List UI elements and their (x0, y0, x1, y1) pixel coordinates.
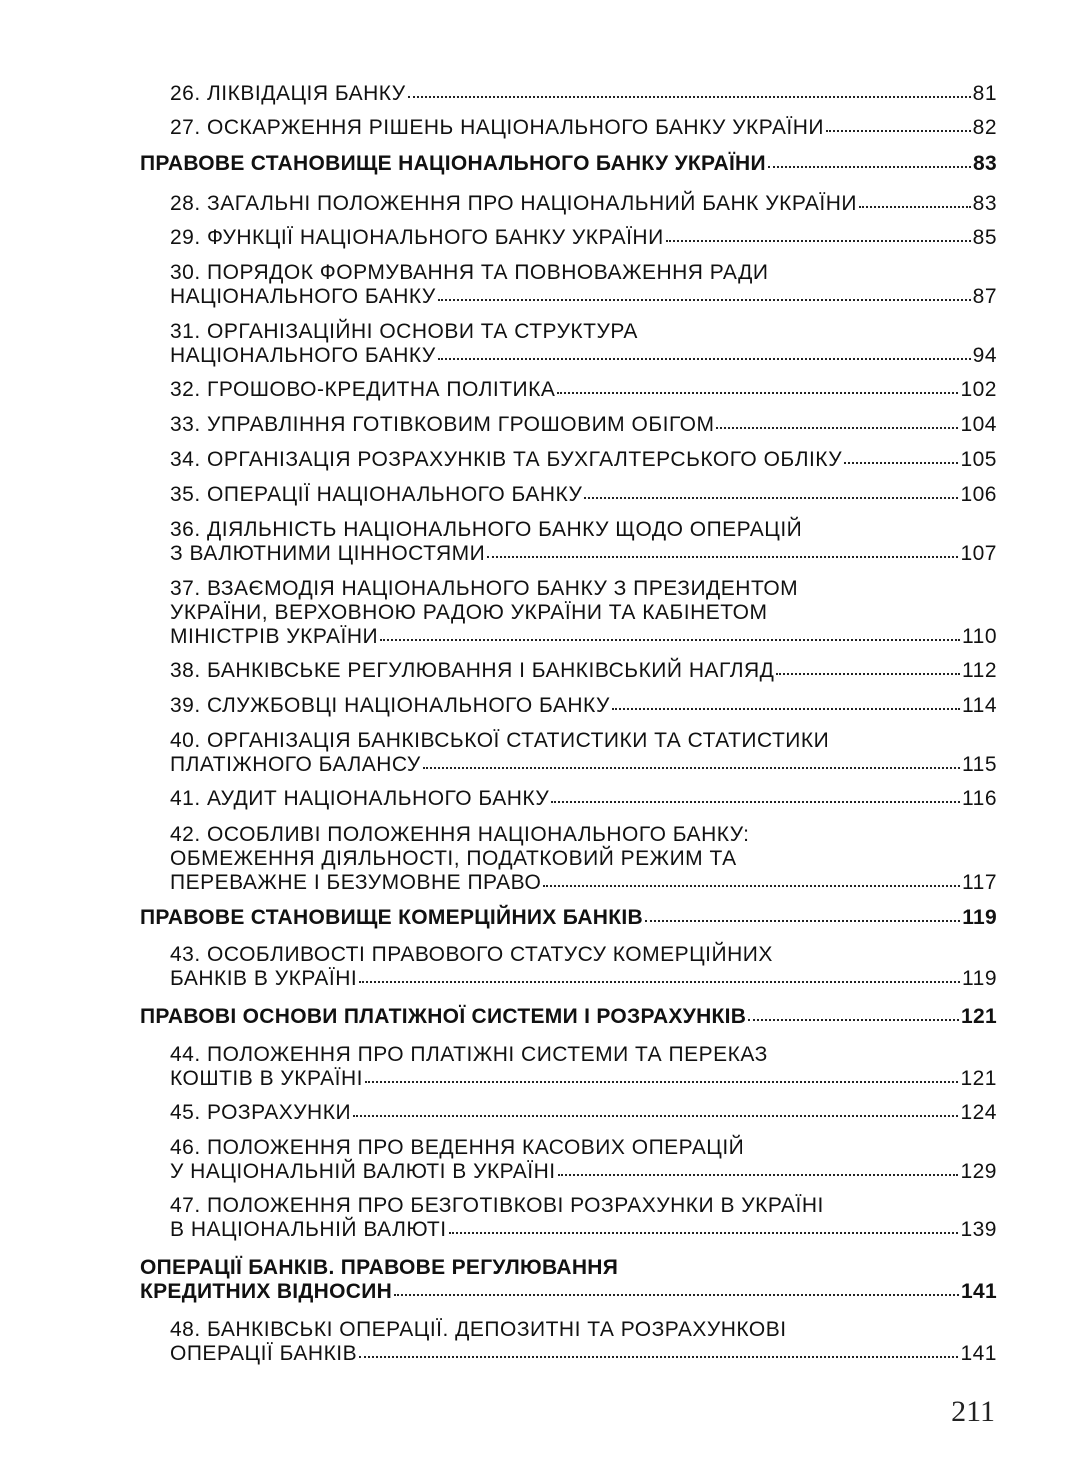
toc-entry-title-line: 39. СЛУЖБОВЦІ НАЦІОНАЛЬНОГО БАНКУ (170, 694, 610, 717)
dot-leader (844, 462, 958, 464)
toc-entry (170, 448, 997, 472)
toc-entry-title-line: 46. ПОЛОЖЕННЯ ПРО ВЕДЕННЯ КАСОВИХ ОПЕРАЦІЙ (170, 1136, 745, 1159)
toc-entry-last-line (170, 285, 997, 309)
toc-page-number: 116 (962, 787, 997, 810)
dot-leader (859, 206, 971, 208)
toc-entry (170, 1101, 997, 1125)
toc-entry (170, 116, 997, 140)
toc-entry-last-line (170, 694, 997, 718)
toc-entry-title-line: БАНКІВ В УКРАЇНІ (170, 967, 358, 990)
toc-page-number: 121 (961, 1005, 997, 1028)
toc-page-number: 119 (962, 967, 997, 990)
toc-entry-last-line (170, 1067, 997, 1091)
toc-entry-title-line: 32. ГРОШОВО-КРЕДИТНА ПОЛІТИКА (170, 378, 556, 401)
toc-entry-title-line: 48. БАНКІВСЬКІ ОПЕРАЦІЇ. ДЕПОЗИТНІ ТА РОЗРАХУНКОВІ (170, 1318, 787, 1341)
page-number: 211 (951, 1395, 995, 1428)
toc-page-number: 83 (973, 152, 997, 175)
toc-entry-title-line: 29. ФУНКЦІЇ НАЦІОНАЛЬНОГО БАНКУ УКРАЇНИ (170, 226, 664, 249)
dot-leader (394, 1294, 959, 1296)
toc-entry-title-line: УКРАЇНИ, ВЕРХОВНОЮ РАДОЮ УКРАЇНИ ТА КАБІНЕТОМ (170, 601, 768, 624)
toc-entry-title-line: ПРАВОВІ ОСНОВИ ПЛАТІЖНОЇ СИСТЕМИ І РОЗРАХУНКІВ (140, 1005, 747, 1028)
toc-entry-last-line (170, 226, 997, 250)
toc-entry-last-line (170, 542, 997, 566)
toc-page-number: 129 (960, 1160, 997, 1183)
toc-entry-title-line: 35. ОПЕРАЦІЇ НАЦІОНАЛЬНОГО БАНКУ (170, 483, 583, 506)
toc-entry-last-line (140, 1005, 997, 1029)
toc-entry (170, 320, 997, 368)
toc-entry-title-line: 26. ЛІКВІДАЦІЯ БАНКУ (170, 82, 406, 105)
toc-entry-title-line: 42. ОСОБЛИВІ ПОЛОЖЕННЯ НАЦІОНАЛЬНОГО БАНКУ: (170, 823, 750, 846)
toc-entry-title-line: 27. ОСКАРЖЕННЯ РІШЕНЬ НАЦІОНАЛЬНОГО БАНКУ УКРАЇНИ (170, 116, 824, 139)
toc-entry (170, 1194, 997, 1242)
toc-entry (170, 261, 997, 309)
toc-entry (170, 577, 997, 649)
toc-entry-last-line (170, 659, 997, 683)
toc-entry (170, 694, 997, 718)
toc-entry (170, 943, 997, 991)
toc-section-heading (140, 1005, 997, 1029)
toc-entry-last-line (140, 1280, 997, 1304)
dot-leader (449, 1232, 959, 1234)
toc-entry-last-line (170, 753, 997, 777)
toc-entry-title-line: 30. ПОРЯДОК ФОРМУВАННЯ ТА ПОВНОВАЖЕННЯ РАДИ (170, 261, 769, 284)
toc-entry (170, 787, 997, 811)
toc-entry-last-line (170, 448, 997, 472)
toc-entry-title-line: КОШТІВ В УКРАЇНІ (170, 1067, 363, 1090)
toc-entry-title-line: 36. ДІЯЛЬНІСТЬ НАЦІОНАЛЬНОГО БАНКУ ЩОДО ОПЕРАЦІЙ (170, 518, 803, 541)
toc-entry-title-line: 34. ОРГАНІЗАЦІЯ РОЗРАХУНКІВ ТА БУХГАЛТЕРСЬКОГО ОБЛІКУ (170, 448, 843, 471)
dot-leader (776, 673, 960, 675)
toc-entry-title-line: ОПЕРАЦІЇ БАНКІВ (170, 1342, 358, 1365)
toc-page-number: 102 (960, 378, 997, 401)
toc-page-number: 94 (972, 344, 997, 367)
toc-entry-last-line (170, 344, 997, 368)
toc-page-number: 106 (960, 483, 997, 506)
toc-page-number: 139 (960, 1218, 997, 1241)
toc-entry-title-line: НАЦІОНАЛЬНОГО БАНКУ (170, 285, 436, 308)
toc-page-number: 141 (960, 1342, 997, 1365)
toc-entry (170, 483, 997, 507)
toc-entry-last-line (140, 906, 997, 930)
toc-entry-last-line (170, 787, 997, 811)
toc-page-number: 121 (960, 1067, 997, 1090)
toc-entry-title-line: КРЕДИТНИХ ВІДНОСИН (140, 1280, 393, 1303)
dot-leader (438, 299, 971, 301)
dot-leader (768, 166, 971, 168)
dot-leader (557, 392, 958, 394)
toc-page-number: 115 (962, 753, 997, 776)
toc-entry-last-line (170, 192, 997, 216)
dot-leader (551, 801, 960, 803)
toc-page-number: 87 (972, 285, 997, 308)
dot-leader (612, 708, 960, 710)
toc-entry-title-line: 38. БАНКІВСЬКЕ РЕГУЛЮВАННЯ І БАНКІВСЬКИЙ НАГЛЯД (170, 659, 775, 682)
toc-entry-last-line (140, 152, 997, 176)
dot-leader (645, 920, 960, 922)
toc-entry-last-line (170, 1101, 997, 1125)
toc-entry-title-line: 28. ЗАГАЛЬНІ ПОЛОЖЕННЯ ПРО НАЦІОНАЛЬНИЙ БАНК УКРАЇНИ (170, 192, 858, 215)
dot-leader (716, 427, 958, 429)
toc-page-number: 105 (960, 448, 997, 471)
toc-entry-last-line (170, 1218, 997, 1242)
toc-entry (170, 192, 997, 216)
toc-entry-title-line: 40. ОРГАНІЗАЦІЯ БАНКІВСЬКОЇ СТАТИСТИКИ ТА СТАТИСТИКИ (170, 729, 830, 752)
toc-entry-last-line (170, 378, 997, 402)
toc-entry-last-line (170, 1342, 997, 1366)
toc-page-number: 107 (960, 542, 997, 565)
dot-leader (558, 1174, 959, 1176)
toc-entry-title-line: З ВАЛЮТНИМИ ЦІННОСТЯМИ (170, 542, 486, 565)
dot-leader (359, 1356, 958, 1358)
toc-entry-last-line (170, 967, 997, 991)
toc-entry (170, 518, 997, 566)
toc-entry-title-line: ОБМЕЖЕННЯ ДІЯЛЬНОСТІ, ПОДАТКОВИЙ РЕЖИМ ТА (170, 847, 737, 870)
toc-section-heading (140, 906, 997, 930)
toc-page-number: 119 (962, 906, 997, 929)
toc-page-number: 85 (972, 226, 997, 249)
toc-entry-title-line: МІНІСТРІВ УКРАЇНИ (170, 625, 379, 648)
toc-entry-title-line: 31. ОРГАНІЗАЦІЙНІ ОСНОВИ ТА СТРУКТУРА (170, 320, 638, 343)
toc-entry (170, 1136, 997, 1184)
toc-entry-title-line: 43. ОСОБЛИВОСТІ ПРАВОВОГО СТАТУСУ КОМЕРЦІЙНИХ (170, 943, 773, 966)
dot-leader (543, 885, 960, 887)
toc-entry-title-line: ПРАВОВЕ СТАНОВИЩЕ КОМЕРЦІЙНИХ БАНКІВ (140, 906, 643, 929)
dot-leader (365, 1081, 959, 1083)
toc-entry-last-line (170, 1160, 997, 1184)
toc-page-number: 81 (972, 82, 997, 105)
dot-leader (584, 497, 958, 499)
toc-entry (170, 1043, 997, 1091)
dot-leader (408, 96, 971, 98)
toc-entry-title-line: 47. ПОЛОЖЕННЯ ПРО БЕЗГОТІВКОВІ РОЗРАХУНКИ В УКРАЇНІ (170, 1194, 824, 1217)
toc-entry (170, 413, 997, 437)
toc-entry-title-line: 45. РОЗРАХУНКИ (170, 1101, 352, 1124)
toc-entry-title-line: ПРАВОВЕ СТАНОВИЩЕ НАЦІОНАЛЬНОГО БАНКУ УКРАЇНИ (140, 152, 766, 175)
toc-entry-last-line (170, 871, 997, 895)
dot-leader (666, 240, 971, 242)
dot-leader (748, 1019, 959, 1021)
dot-leader (438, 358, 971, 360)
toc-entry (170, 823, 997, 895)
toc-page-number: 124 (960, 1101, 997, 1124)
toc-entry (170, 659, 997, 683)
toc-section-heading (140, 152, 997, 176)
toc-page-number: 83 (972, 192, 997, 215)
toc-entry-title-line: 44. ПОЛОЖЕННЯ ПРО ПЛАТІЖНІ СИСТЕМИ ТА ПЕРЕКАЗ (170, 1043, 768, 1066)
dot-leader (380, 639, 960, 641)
toc-entry-last-line (170, 483, 997, 507)
toc-entry-title-line: У НАЦІОНАЛЬНІЙ ВАЛЮТІ В УКРАЇНІ (170, 1160, 556, 1183)
toc-page-number: 141 (961, 1280, 997, 1303)
toc-entry-title-line: ПЛАТІЖНОГО БАЛАНСУ (170, 753, 421, 776)
toc-entry-last-line (170, 413, 997, 437)
toc-entry (170, 378, 997, 402)
toc-entry-title-line: 37. ВЗАЄМОДІЯ НАЦІОНАЛЬНОГО БАНКУ З ПРЕЗИДЕНТОМ (170, 577, 799, 600)
toc-entry-last-line (170, 116, 997, 140)
dot-leader (353, 1115, 958, 1117)
dot-leader (826, 130, 971, 132)
toc-entry (170, 729, 997, 777)
toc-entry (170, 82, 997, 106)
toc-entry-title-line: 41. АУДИТ НАЦІОНАЛЬНОГО БАНКУ (170, 787, 550, 810)
toc-entry-title-line: В НАЦІОНАЛЬНІЙ ВАЛЮТІ (170, 1218, 447, 1241)
toc-entry-title-line: ПЕРЕВАЖНЕ І БЕЗУМОВНЕ ПРАВО (170, 871, 542, 894)
toc-entry-last-line (170, 82, 997, 106)
dot-leader (423, 767, 960, 769)
toc-entry (170, 1318, 997, 1366)
toc-page-number: 117 (962, 871, 997, 894)
toc-page-number: 114 (962, 694, 997, 717)
toc-entry-title-line: 33. УПРАВЛІННЯ ГОТІВКОВИМ ГРОШОВИМ ОБІГОМ (170, 413, 715, 436)
toc-entry-last-line (170, 625, 997, 649)
dot-leader (359, 981, 960, 983)
toc-section-heading (140, 1256, 997, 1304)
toc-entry-title-line: ОПЕРАЦІЇ БАНКІВ. ПРАВОВЕ РЕГУЛЮВАННЯ (140, 1256, 619, 1279)
toc-page-number: 110 (962, 625, 997, 648)
toc-entry-title-line: НАЦІОНАЛЬНОГО БАНКУ (170, 344, 436, 367)
dot-leader (487, 556, 958, 558)
toc-page-number: 82 (972, 116, 997, 139)
toc-entry (170, 226, 997, 250)
toc-page-number: 112 (962, 659, 997, 682)
toc-page-number: 104 (960, 413, 997, 436)
